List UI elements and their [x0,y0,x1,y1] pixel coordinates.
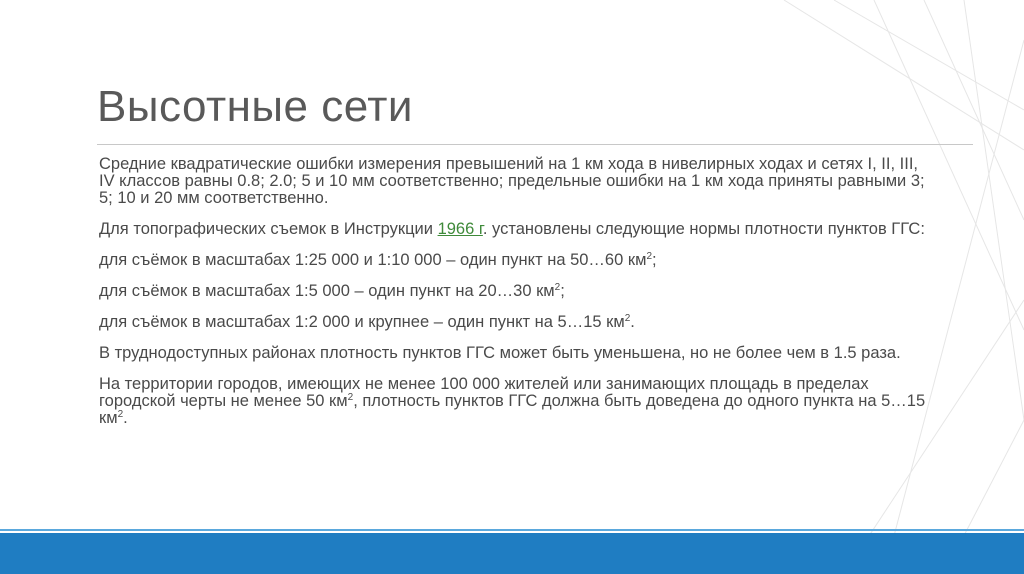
footer-bar [0,533,1024,574]
paragraph-instruction [99,221,929,238]
cities-text-2: , плотность пунктов ГГС должна быть доведена до одного пункта на 5…15 км [99,392,926,427]
paragraph-remote-areas: В труднодоступных районах плотность пунктов ГГС может быть уменьшена, но не более чем в 1.5 раза. [99,344,901,362]
title-divider [97,144,973,145]
paragraph-cities [99,376,929,427]
paragraph-scale-5000 [99,283,929,300]
scale-25000-text: для съёмок в масштабах 1:25 000 и 1:10 000 – один пункт на 50…60 км [99,251,647,269]
punct: ; [652,251,657,269]
superscript: 2 [347,392,354,403]
year-link[interactable]: 1966 г [437,220,483,238]
paragraph-scale-25000 [99,252,929,269]
superscript: 2 [646,251,652,262]
paragraph-errors: Средние квадратические ошибки измерения превышений на 1 км хода в нивелирных ходах и сетях I, II, III, IV классов равны 0.8; 2.0; 5 и 10 мм соответственно; предельные ошибки на 1 км хода приняты равными 3; 5; 10 и 20 мм соответственно. [99,155,925,207]
superscript: 2 [624,313,631,324]
punct: ; [560,282,565,300]
footer-accent-line [0,529,1024,531]
paragraph-scale-2000 [99,314,929,331]
cities-text: На территории городов, имеющих не менее 100 000 жителей или занимающих площадь в пределах городской черты не менее 50 км [99,375,869,410]
superscript: 2 [117,409,124,420]
punct: . [123,409,128,427]
instruction-text: Для топографических съемок в Инструкции [99,220,438,238]
slide-body [99,156,929,441]
instruction-text-end: . установлены следующие нормы плотности пунктов ГГС: [482,220,925,238]
scale-2000-text: для съёмок в масштабах 1:2 000 и крупнее – один пункт на 5…15 км [99,313,625,331]
slide-title: Высотные сети [97,82,413,131]
scale-5000-text: для съёмок в масштабах 1:5 000 – один пункт на 20…30 км [99,282,555,300]
punct: . [630,313,635,331]
superscript: 2 [554,282,561,293]
